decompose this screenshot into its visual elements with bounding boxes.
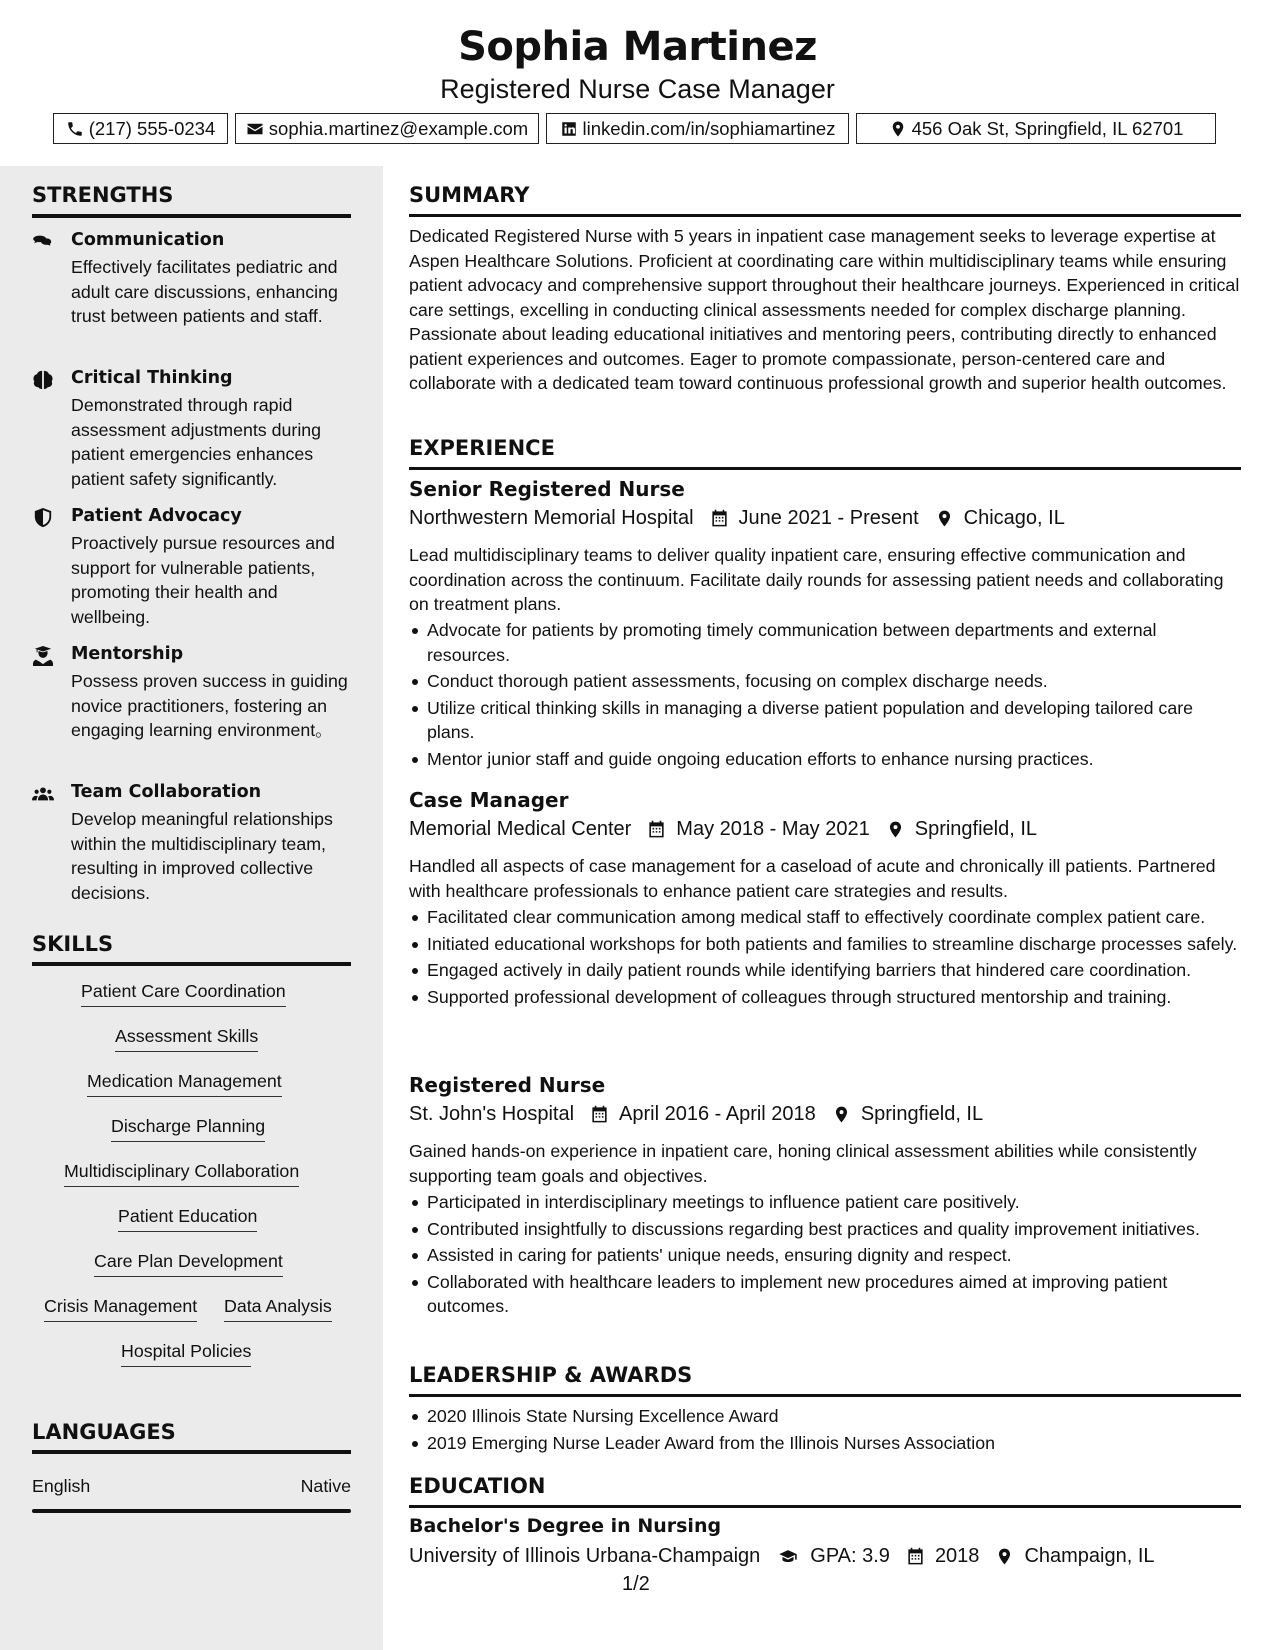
languages-title: LANGUAGES [32, 1420, 176, 1444]
calendar-icon [710, 509, 729, 528]
skill-tag: Discharge Planning [111, 1116, 265, 1142]
skill-tag: Medication Management [87, 1071, 282, 1097]
job-dates: June 2021 - Present [738, 507, 919, 529]
candidate-name: Sophia Martinez [458, 24, 817, 70]
job-location: Chicago, IL [963, 507, 1065, 529]
contact-phone-text: (217) 555-0234 [88, 117, 216, 139]
strength-desc: Demonstrated through rapid assessment adjustments during patient emergencies enhances patient safety significantly. [71, 395, 322, 489]
graduate-icon [32, 646, 56, 666]
job-meta [409, 507, 1065, 530]
job-bullets [409, 618, 1241, 773]
strength-title: Critical Thinking [71, 368, 233, 388]
calendar-icon [647, 820, 666, 839]
summary-rule [409, 214, 1241, 217]
job-location: Springfield, IL [914, 818, 1038, 840]
job-title: Senior Registered Nurse [409, 477, 685, 501]
map-pin-icon [886, 820, 905, 839]
skill-tag: Hospital Policies [121, 1341, 251, 1367]
job-title: Case Manager [409, 788, 569, 812]
graduation-cap-icon [776, 1547, 800, 1566]
education-rule [409, 1505, 1241, 1508]
summary-title: SUMMARY [409, 183, 530, 207]
strengths-rule [32, 214, 351, 218]
candidate-role: Registered Nurse Case Manager [440, 74, 835, 104]
job-location: Springfield, IL [860, 1103, 984, 1125]
skill-tag: Crisis Management [44, 1296, 197, 1322]
languages-rule [32, 1450, 351, 1454]
strength-title: Mentorship [71, 644, 184, 664]
education-school: University of Illinois Urbana-Champaign [409, 1545, 761, 1567]
job-meta [409, 818, 1037, 841]
skill-tag: Assessment Skills [115, 1026, 258, 1052]
language-name: English [32, 1476, 91, 1496]
page-number: 1/2 [622, 1573, 650, 1595]
brain-icon [32, 370, 56, 390]
job-meta [409, 1103, 983, 1126]
strengths-title: STRENGTHS [32, 183, 174, 207]
job-company: Memorial Medical Center [409, 818, 632, 840]
list-item: 2020 Illinois State Nursing Excellence Award [409, 1404, 1241, 1429]
education-title: EDUCATION [409, 1474, 546, 1498]
list-item: Facilitated clear communication among medical staff to effectively coordinate complex patient care. [409, 905, 1241, 930]
map-pin-icon [995, 1547, 1014, 1566]
language-level: Native [300, 1476, 351, 1496]
strength-desc: Possess proven success in guiding novice practitioners, fostering an engaging learning environment。 [71, 671, 348, 740]
comments-icon [32, 232, 56, 252]
list-item: Utilize critical thinking skills in managing a diverse patient population and developing tailored care plans. [409, 696, 1241, 745]
skill-tag: Data Analysis [224, 1296, 332, 1322]
map-pin-icon [832, 1105, 851, 1124]
list-item: Supported professional development of colleagues through structured mentorship and training. [409, 985, 1241, 1010]
experience-rule [409, 467, 1241, 470]
strength-title: Team Collaboration [71, 782, 262, 802]
contact-email-text: sophia.martinez@example.com [268, 117, 529, 139]
job-dates: April 2016 - April 2018 [619, 1103, 816, 1125]
list-item: Assisted in caring for patients' unique needs, ensuring dignity and respect. [409, 1243, 1241, 1268]
education-degree: Bachelor's Degree in Nursing [409, 1515, 722, 1537]
map-pin-icon [889, 120, 907, 138]
skill-tag: Patient Education [118, 1206, 257, 1232]
strength-desc: Proactively pursue resources and support for vulnerable patients, promoting their health and wellbeing. [71, 533, 335, 627]
contact-address-text: 456 Oak St, Springfield, IL 62701 [911, 117, 1184, 139]
list-item: 2019 Emerging Nurse Leader Award from the Illinois Nurses Association [409, 1431, 1241, 1456]
list-item: Mentor junior staff and guide ongoing education efforts to enhance nursing practices. [409, 747, 1241, 772]
list-item: Collaborated with healthcare leaders to implement new procedures aimed at improving patient outcomes. [409, 1270, 1241, 1319]
shield-icon [32, 508, 56, 528]
skills-title: SKILLS [32, 932, 114, 956]
skills-rule [32, 962, 351, 966]
calendar-icon [906, 1547, 925, 1566]
linkedin-icon [560, 120, 578, 138]
job-company: St. John's Hospital [409, 1103, 575, 1125]
summary-text: Dedicated Registered Nurse with 5 years in inpatient case management seeks to leverage expertise at Aspen Healthcare Solutions. Proficient at coordinating care within multidisciplinary teams while ensuring patient advocacy and comprehensive support throughout their healthcare journeys. Experienced in critical care settings, excelling in conducting clinical assessments needed for complex discharge planning. Passionate about leading educational initiatives and mentoring peers, contributing directly to enhanced patient experiences and outcomes. Eager to promote compassionate, person-centered care and collaborate with a dedicated team toward continuous professional growth and superior health outcomes. [409, 226, 1240, 393]
list-item: Contributed insightfully to discussions regarding best practices and quality improvement initiatives. [409, 1217, 1241, 1242]
phone-icon [66, 120, 84, 138]
awards-rule [409, 1394, 1241, 1397]
list-item: Conduct thorough patient assessments, focusing on complex discharge needs. [409, 669, 1241, 694]
awards-title: LEADERSHIP & AWARDS [409, 1363, 693, 1387]
list-item: Participated in interdisciplinary meetings to influence patient care positively. [409, 1190, 1241, 1215]
users-icon [32, 784, 56, 804]
job-description: Lead multidisciplinary teams to deliver quality inpatient care, ensuring effective communication and coordination across the continuum. Facilitate daily rounds for assessing patient needs and collaborating on treatment plans. [409, 545, 1224, 614]
list-item: Advocate for patients by promoting timely communication between departments and external resources. [409, 618, 1241, 667]
job-bullets [409, 905, 1241, 1011]
strength-title: Communication [71, 230, 225, 250]
job-bullets [409, 1190, 1241, 1321]
strength-title: Patient Advocacy [71, 506, 242, 526]
contact-phone[interactable] [53, 113, 228, 144]
map-pin-icon [935, 509, 954, 528]
skill-tag: Care Plan Development [94, 1251, 283, 1277]
skill-tag: Multidisciplinary Collaboration [64, 1161, 299, 1187]
strength-desc: Effectively facilitates pediatric and adult care discussions, enhancing trust between patients and staff. [71, 257, 338, 326]
envelope-icon [246, 120, 264, 138]
contact-bar [53, 113, 1216, 144]
job-title: Registered Nurse [409, 1073, 606, 1097]
education-gpa: GPA: 3.9 [810, 1545, 890, 1567]
experience-title: EXPERIENCE [409, 436, 555, 460]
education-location: Champaign, IL [1024, 1545, 1155, 1567]
resume-header [0, 0, 1275, 166]
education-year: 2018 [934, 1545, 980, 1567]
strength-desc: Develop meaningful relationships within the multidisciplinary team, resulting in improved collective decisions. [71, 809, 333, 903]
education-meta [409, 1545, 1155, 1568]
job-description: Gained hands-on experience in inpatient care, honing clinical assessment abilities while consistently supporting team goals and objectives. [409, 1141, 1197, 1186]
list-item: Initiated educational workshops for both patients and families to streamline discharge processes safely. [409, 932, 1241, 957]
list-item: Engaged actively in daily patient rounds while identifying barriers that hindered care coordination. [409, 958, 1241, 983]
contact-linkedin[interactable] [546, 113, 849, 144]
skill-tag: Patient Care Coordination [81, 981, 286, 1007]
job-company: Northwestern Memorial Hospital [409, 507, 694, 529]
language-level-bar [32, 1509, 351, 1513]
contact-linkedin-text: linkedin.com/in/sophiamartinez [582, 117, 836, 139]
job-description: Handled all aspects of case management for a caseload of acute and chronically ill patients. Partnered with healthcare professionals to enhance patient care strategies and results. [409, 856, 1216, 901]
contact-address[interactable] [856, 113, 1216, 144]
awards-list [409, 1404, 1241, 1457]
contact-email[interactable] [235, 113, 539, 144]
calendar-icon [590, 1105, 609, 1124]
job-dates: May 2018 - May 2021 [676, 818, 870, 840]
